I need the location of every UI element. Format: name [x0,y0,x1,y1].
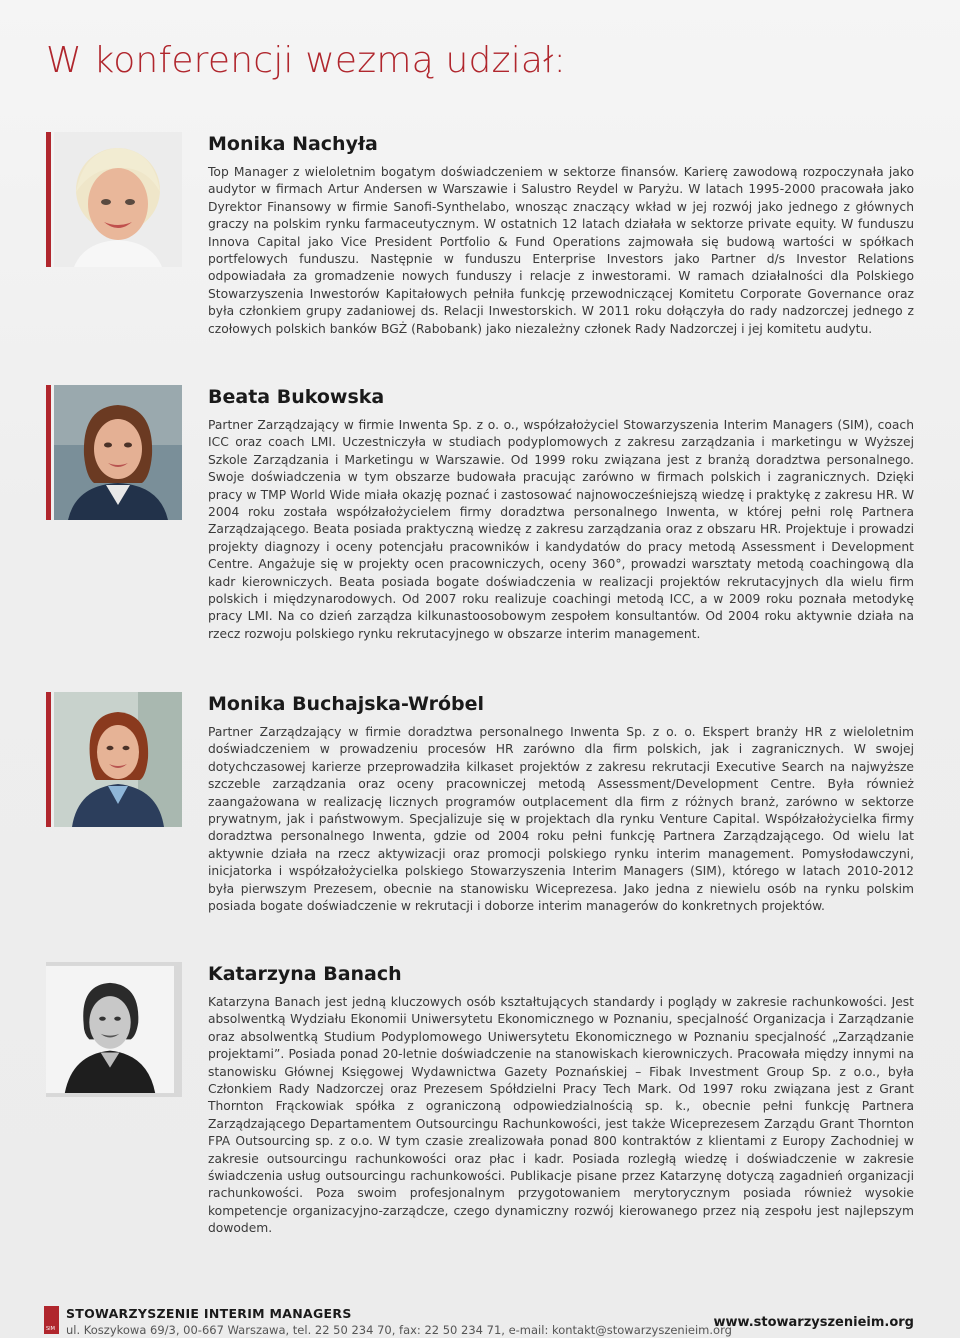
speaker-name: Katarzyna Banach [208,963,402,985]
speaker-photo-frame [46,692,182,827]
speaker-name: Monika Nachyła [208,133,378,155]
speaker-photo-frame [46,385,182,520]
accent-bar [46,692,51,827]
speaker-photo [54,692,182,827]
organization-name: STOWARZYSZENIE INTERIM MANAGERS [66,1306,352,1321]
speaker-photo-frame [46,132,182,267]
page-title: W konferencji wezmą udział: [46,40,566,81]
speaker-name: Beata Bukowska [208,386,385,408]
website-link[interactable]: www.stowarzyszenieim.org [713,1315,914,1330]
sim-logo [44,1306,59,1334]
speaker-bio: Partner Zarządzający w firmie doradztwa personalnego Inwenta Sp. z o. o. Ekspert branży HR z wieloletnim doświadczeniem w prowadzeniu procesów HR zarówno dla firm polskich, jak i zagranicznych. W swojej dotychczasowej karierze przeprowadziła kilkaset projektów z zakresu rekrutacji Executive Search na najwyższe szczeble zarządzania oraz oceny pracowniczej metodą Assessment/Development Centre. Była również zaangażowana w realizację licznych programów outplacement dla firm z różnych branż, zarówno w sektorze prywatnym, jak i państwowym. Specjalizuje się w projektach dla rynku Venture Capital. Współzałożycielka firmy doradztwa personalnego Inwenta, gdzie od 2004 roku pełni funkcję Partnera Zarządzającego. Od wielu lat aktywnie działa na rzecz aktywizacji oraz promocji polskiego rynku interim management. Pomysłodawczyni, inicjatorka i współzałożycielka polskiego Stowarzyszenia Interim Managers (SIM), którego w latach 2010-2012 była pierwszym Prezesem, obecnie na stanowisku Wiceprezesa. Jako jedna z niewielu osób na rynku polskim posiada bogate doświadczenie w rekrutacji i doborze interim managerów do konkretnych projektów. [208,725,914,914]
accent-bar [46,385,51,520]
accent-bar [46,132,51,267]
footer [0,1298,960,1338]
speaker-bio: Katarzyna Banach jest jedną kluczowych osób kształtujących standardy i poglądy w zakresie rachunkowości. Jest absolwentką Wydziału Ekonomii Uniwersytetu Ekonomicznego w Poznaniu, specjalność Organizacja i Zarządzanie oraz absolwentką Studium Podyplomowego Uniwersytetu Ekonomicznego w Poznaniu specjalność „Zarządzanie projektami”. Posiada ponad 20-letnie doświadczenie na stanowiskach kierowniczych. Pracowała między innymi na stanowisku Głównej Księgowej Wydawnictwa Gazety Poznańskiej – Fibak Investment Group Sp. z o.o., była Członkiem Rady Nadzorczej oraz Prezesem Spółdzielni Pracy Tech Mark. Od 1997 roku związana jest z Grant Thornton Frąckowiak spółka z ograniczoną odpowiedzialnością sp. k., obecnie pełni funkcję Partnera Zarządzającego Departamentem Outsourcingu Rachunkowości, jest także Wiceprezesem Zarządu Grant Thornton FPA Outsourcing sp. z o.o. W tym czasie zrealizowała ponad 800 kontraktów z klientami z Europy Zachodniej w zakresie outsourcingu rachunkowości oraz płac i kadr. Posiada rozległą wiedzę i doświadczenie w zakresie świadczenia usług outsourcingu rachunkowości. Publikacje pisane przez Katarzynę dotyczą zagadnień organizacji rachunkowości. Poza swoim profesjonalnym przygotowaniem merytorycznym posiada również wysokie kompetencje organizacyjno-zarządcze, czego dynamiczny rozwój kierowanego przez nią zespołu jest najlepszym dowodem. [208,995,914,1236]
speaker-photo [46,962,182,1097]
speaker-photo-frame [46,962,182,1097]
speaker-bio: Partner Zarządzający w firmie Inwenta Sp. z o. o., współzałożyciel Stowarzyszenia Interim Managers (SIM), coach ICC oraz coach LMI. Uczestniczyła w studiach podyplomowych z zakresu zarządzania i marketingu w Wyższej Szkole Zarządzania i Marketingu w Warszawie. Od 1999 roku związana jest z branżą doradztwa personalnego. Swoje doświadczenia w tym obszarze budowała pracując zarówno w firmach polskich i zagranicznych. Dzięki pracy w TMP World Wide miała okazję poznać i zastosować najnowocześniejszą wiedzę i praktykę z zakresu HR. W 2004 roku została współzałożycielem firmy doradztwa personalnego Inwenta, w której pełni rolę Partnera Zarządzającego. Beata posiada praktyczną wiedzę z zakresu zarządzania oraz z obszaru HR. Projektuje i prowadzi projekty diagnozy i oceny potencjału pracowników i kandydatów do pracy metodą Assessment i Development Centre. Angażuje się w projekty ocen pracowniczych, oceny 360°, prowadzi warsztaty metodą coachingową dla kadr kierowniczych. Beata posiada bogate doświadczenia w realizacji projektów rekrutacyjnych dla wielu firm polskich i międzynarodowych. Od 2007 roku realizuje coachingi metodą ICC, a w 2009 roku poznała metodykę pracy LMI. Na co dzień zarządza kilkunastoosobowym zespołem konsultantów. Od 2004 roku aktywnie działa na rzecz rozwoju polskiego rynku rekrutacyjnego w obszarze interim management. [208,418,914,641]
speaker-name: Monika Buchajska-Wróbel [208,693,485,715]
organization-contact: ul. Koszykowa 69/3, 00-667 Warszawa, tel. 22 50 234 70, fax: 22 50 234 71, e-mail: kontakt@stowarzyszenieim.org [66,1323,732,1337]
speaker-bio: Top Manager z wieloletnim bogatym doświadczeniem w sektorze finansów. Karierę zawodową rozpoczynała jako audytor w firmach Artur Andersen w Warszawie i Salustro Reydel w Paryżu. W latach 1995-2000 pracowała jako Dyrektor Finansowy w firmie Sanofi-Synthelabo, wnosząc znaczący wkład w jej rozwój jako jednego z głównych graczy na polskim rynku farmaceutycznym. W ostatnich 12 latach działała w sektorze private equity. W funduszu Innova Capital jako Vice President Portfolio & Fund Operations zajmowała się budową wartości w spółkach portfelowych funduszu. Następnie w funduszu Enterprise Investors jako Partner d/s Investor Relations odpowiadała za gromadzenie nowych funduszy i relacje z inwestorami. W ramach działalności dla Polskiego Stowarzyszenia Inwestorów Kapitałowych pełniła funkcję przewodniczącej Komitetu Corporate Governance oraz była członkiem grupy zadaniowej ds. Relacji Inwestorskich. W 2011 roku dołączyła do rady nadzorczej jednego z czołowych polskich banków BGŻ (Rabobank) jako niezależny członek Rady Nadzorczej i jej komitetu audytu. [208,165,914,336]
speaker-photo [54,385,182,520]
logo-text: SIM [46,1326,55,1332]
speaker-photo [54,132,182,267]
